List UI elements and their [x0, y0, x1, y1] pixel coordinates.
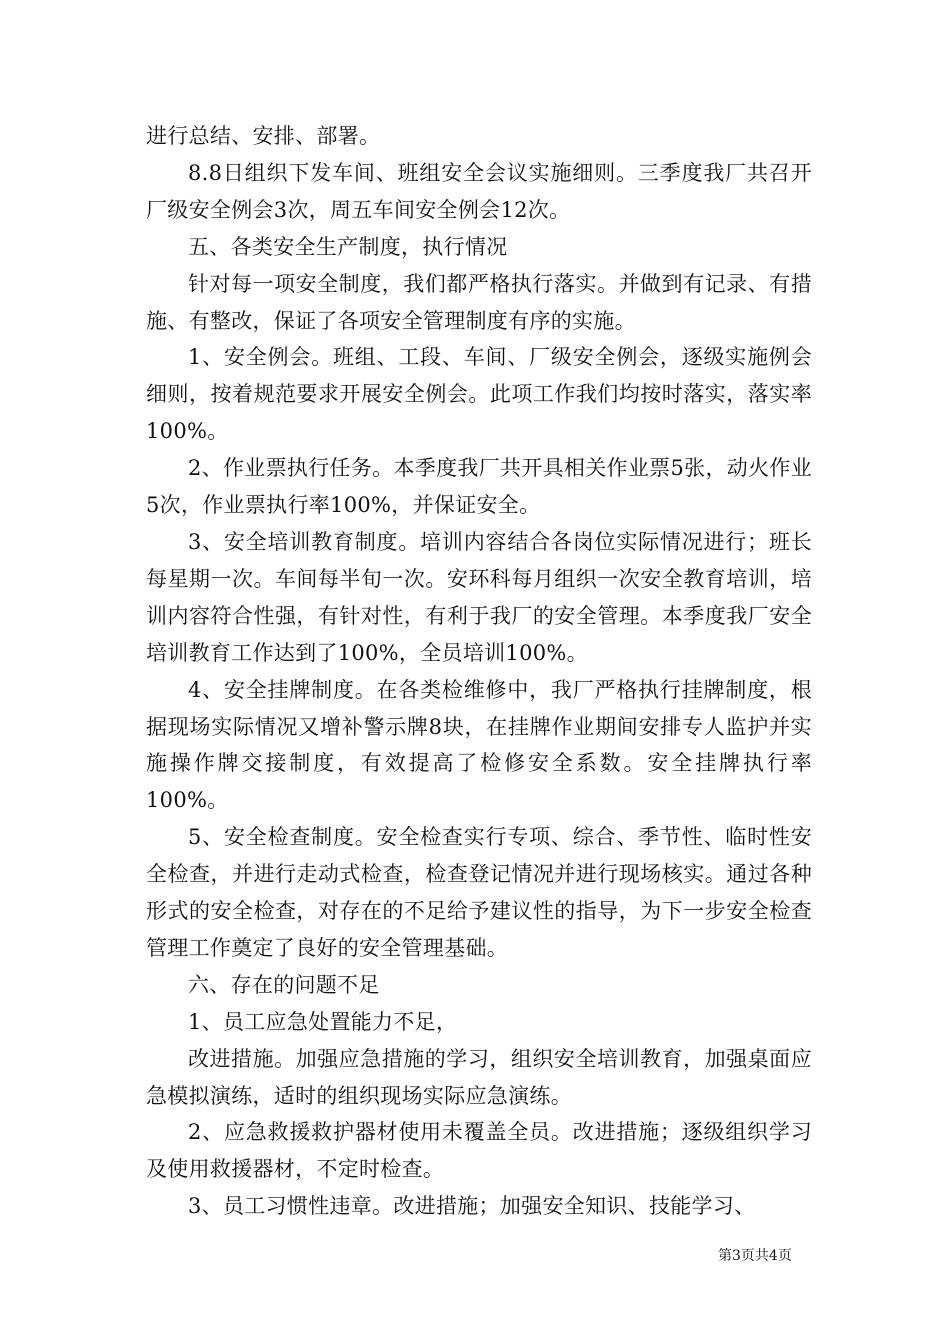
list-item-4: 4、安全挂牌制度。在各类检维修中，我厂严格执行挂牌制度，根据现场实际情况又增补警示牌8块，在挂牌作业期间安排专人监护并实施操作牌交接制度，有效提高了检修安全系数。安全挂牌执行率100%。	[146, 677, 812, 813]
list-item-3: 3、安全培训教育制度。培训内容结合各岗位实际情况进行；班长每星期一次。车间每半旬一次。安环科每月组织一次安全教育培训，培训内容符合性强，有针对性，有利于我厂的安全管理。本季度我厂安全培训教育工作达到了100%，全员培训100%。	[146, 529, 812, 665]
list-item-5: 5、安全检查制度。安全检查实行专项、综合、季节性、临时性安全检查，并进行走动式检查，检查登记情况并进行现场核实。通过各种形式的安全检查，对存在的不足给予建议性的指导，为下一步安全检查管理工作奠定了良好的安全管理基础。	[146, 825, 812, 960]
document-body	[146, 118, 812, 1225]
section-heading-5: 五、各类安全生产制度，执行情况	[188, 234, 508, 259]
paragraph-2: 8.8日组织下发车间、班组安全会议实施细则。三季度我厂共召开厂级安全例会3次，周五车间安全例会12次。	[146, 160, 812, 222]
paragraph-1: 进行总结、安排、部署。	[146, 124, 381, 148]
list-item-2: 2、作业票执行任务。本季度我厂共开具相关作业票5张，动火作业5次，作业票执行率100%，并保证安全。	[146, 456, 812, 518]
issue-item-2: 2、应急救援救护器材使用未覆盖全员。改进措施；逐级组织学习及使用救援器材，不定时检查。	[146, 1120, 812, 1182]
page-number: 第3页共4页	[718, 1248, 792, 1264]
section-heading-6: 六、存在的问题不足	[188, 972, 380, 997]
issue-item-1: 1、员工应急处置能力不足，	[188, 1009, 458, 1034]
issue-item-1-measures: 改进措施。加强应急措施的学习，组织安全培训教育，加强桌面应急模拟演练，适时的组织现场实际应急演练。	[146, 1046, 812, 1108]
issue-item-3: 3、员工习惯性违章。改进措施；加强安全知识、技能学习、	[188, 1194, 756, 1219]
list-item-1: 1、安全例会。班组、工段、车间、厂级安全例会，逐级实施例会细则，按着规范要求开展安全例会。此项工作我们均按时落实，落实率100%。	[146, 345, 812, 444]
paragraph-4: 针对每一项安全制度，我们都严格执行落实。并做到有记录、有措施、有整改，保证了各项安全管理制度有序的实施。	[146, 271, 812, 333]
